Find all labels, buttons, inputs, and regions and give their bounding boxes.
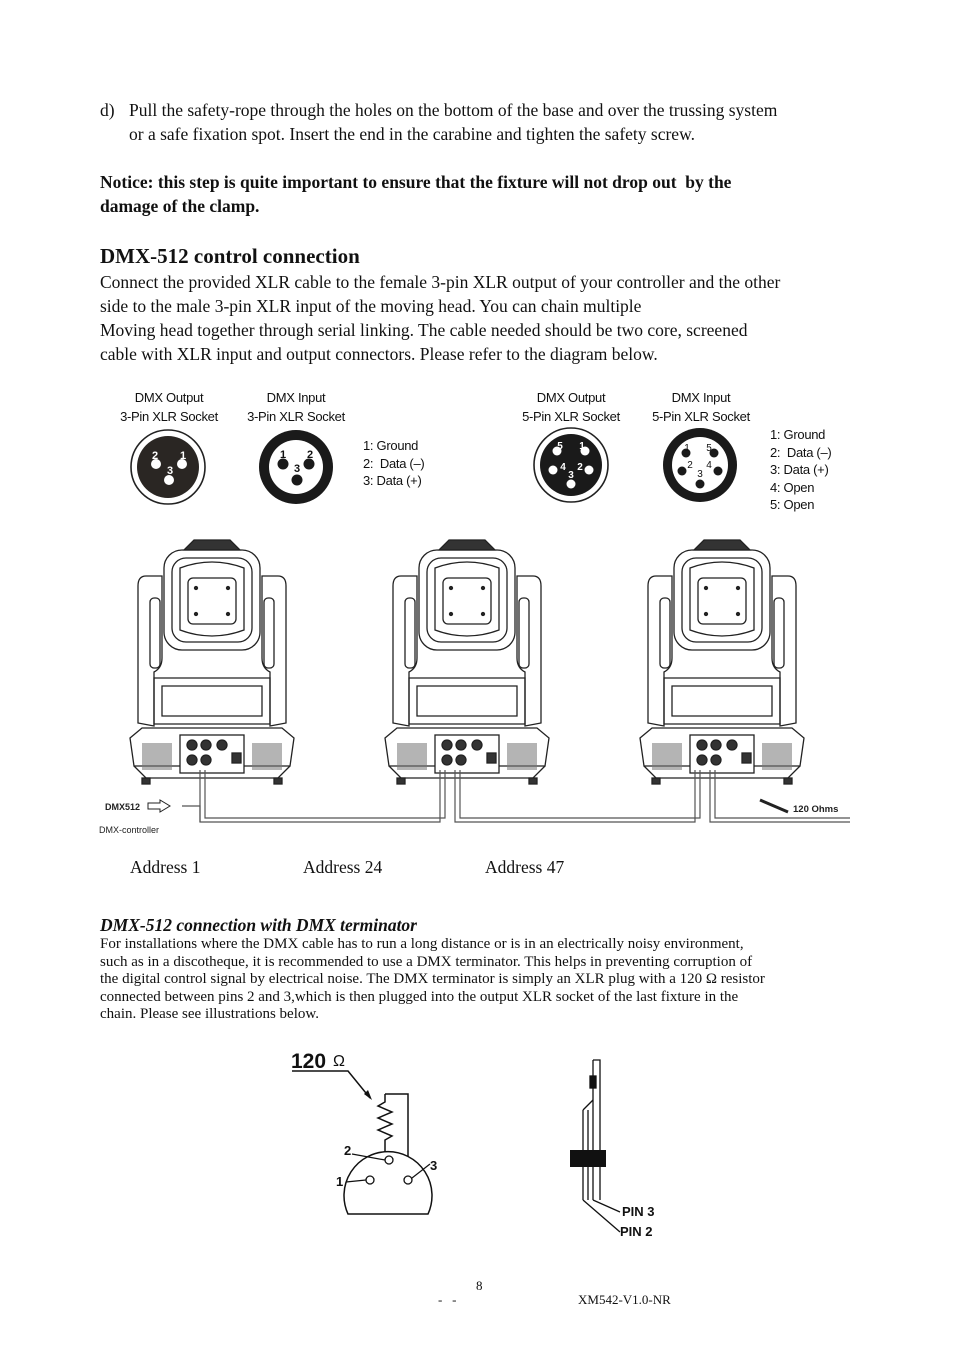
resistor-value: 120 xyxy=(291,1050,327,1073)
pin-list-item: 2: Data (–) xyxy=(770,444,832,460)
xlr-5pin-male-icon xyxy=(663,428,737,502)
notice-line1: Notice: this step is quite important to ensure that the fixture will not drop out by the xyxy=(100,172,732,192)
terminator-label: 120 Ohms xyxy=(793,804,839,815)
pin-label: 2 xyxy=(577,462,583,473)
plug-pin-label: 1 xyxy=(336,1174,344,1189)
moving-head-2 xyxy=(385,540,549,784)
connector-3-label xyxy=(520,388,622,426)
pin-list-item: 1: Ground xyxy=(363,438,419,453)
connector-3-subtitle: 5-Pin XLR Socket xyxy=(522,409,620,424)
pin-label: 5 xyxy=(557,441,563,452)
terminator-plug-icon xyxy=(760,800,788,812)
dmx-line: Moving head together through serial linking. The cable needed should be two core, screened xyxy=(100,320,748,340)
pin-label: 5 xyxy=(706,443,712,454)
address-47: Address 47 xyxy=(485,857,565,877)
ohm-symbol: Ω xyxy=(333,1053,345,1070)
connector-2-label xyxy=(245,388,347,426)
pin-list-item: 1: Ground xyxy=(770,427,826,442)
step-d-marker: d) xyxy=(100,100,115,120)
dmx-line: cable with XLR input and output connectors. Please refer to the diagram below. xyxy=(100,344,658,364)
plug-pin-label: 2 xyxy=(344,1143,352,1158)
pin-label: 4 xyxy=(560,462,566,473)
pin-label: 3 xyxy=(166,465,174,477)
connector-1-label xyxy=(118,388,220,426)
terminator-line: such as in a discotheque, it is recommended to use a DMX terminator. This helps in preventing corruption of xyxy=(100,953,753,970)
pin2-label: PIN 2 xyxy=(620,1224,653,1239)
terminator-line: the digital control signal by electrical noise. The DMX terminator is simply an XLR plug with a 120 Ω resistor xyxy=(100,971,765,988)
terminator-heading: DMX-512 connection with DMX terminator xyxy=(100,915,417,935)
connector-3-title: DMX Output xyxy=(536,390,606,405)
connector-2-title: DMX Input xyxy=(266,390,326,405)
connector-1-subtitle: 3-Pin XLR Socket xyxy=(120,409,218,424)
notice-line2: damage of the clamp. xyxy=(100,196,260,216)
pin-label: 1 xyxy=(684,443,690,454)
footer-dashes: - - xyxy=(438,1292,457,1307)
arrow-right-icon xyxy=(148,800,170,812)
step-d-line1: Pull the safety-rope through the holes on the bottom of the base and over the trussing system xyxy=(129,100,778,120)
connector-2-subtitle: 3-Pin XLR Socket xyxy=(247,409,345,424)
pin-list-item: 5: Open xyxy=(770,497,815,512)
terminator-line: For installations where the DMX cable has to run a long distance or is in an electrically noisy environment, xyxy=(100,936,744,952)
pin-list-item: 2: Data (–) xyxy=(363,455,425,471)
plug-pin-label: 3 xyxy=(430,1158,438,1173)
pin-list-item: 3: Data (+) xyxy=(770,462,829,477)
address-1: Address 1 xyxy=(130,857,201,877)
dmx-controller-label: DMX-controller xyxy=(99,825,160,835)
connector-4-subtitle: 5-Pin XLR Socket xyxy=(652,409,750,424)
dmx-line: side to the male 3-pin XLR input of the moving head. You can chain multiple xyxy=(100,296,642,316)
pin-label: 3 xyxy=(293,463,301,475)
address-24: Address 24 xyxy=(303,857,383,877)
xlr-3pin-female-icon xyxy=(131,430,205,504)
pin-list-item: 3: Data (+) xyxy=(363,473,422,488)
pin-label: 1 xyxy=(579,441,585,452)
dmx512-label: DMX512 xyxy=(105,802,141,812)
pin-label: 3 xyxy=(697,469,703,480)
dmx-heading: DMX-512 control connection xyxy=(100,244,360,268)
connector-4-title: DMX Input xyxy=(671,390,731,405)
pin-list-5pin xyxy=(770,426,831,514)
pin-label: 2 xyxy=(306,449,314,461)
doc-code: XM542-V1.0-NR xyxy=(578,1292,671,1307)
pin-list-item: 4: Open xyxy=(770,479,815,495)
xlr-5pin-female-icon xyxy=(534,428,608,502)
terminator-line: chain. Please see illustrations below. xyxy=(100,1006,319,1023)
terminator-plug-diagram xyxy=(280,1040,700,1250)
pin-label: 2 xyxy=(151,450,159,462)
page-number: 8 xyxy=(476,1278,483,1293)
pin-label: 1 xyxy=(179,450,187,462)
terminator-side-view xyxy=(570,1060,620,1232)
notice xyxy=(100,170,731,218)
pin-list-3pin xyxy=(363,437,424,490)
pin-label: 2 xyxy=(687,460,693,471)
moving-head-3 xyxy=(640,540,804,784)
connector-1-title: DMX Output xyxy=(134,390,204,405)
moving-head-1 xyxy=(130,540,294,784)
pin-label: 3 xyxy=(568,470,574,481)
step-d-line2: or a safe fixation spot. Insert the end in the carabine and tighten the safety screw. xyxy=(129,124,695,144)
terminator-paragraph xyxy=(100,936,765,1024)
pin-label: 1 xyxy=(279,449,287,461)
xlr-3pin-male-icon xyxy=(259,430,333,504)
fixture-chain-diagram xyxy=(90,530,860,840)
pin3-label: PIN 3 xyxy=(622,1204,655,1219)
pin-label: 4 xyxy=(706,460,712,471)
dmx-line: Connect the provided XLR cable to the female 3-pin XLR output of your controller and the other xyxy=(100,272,781,292)
connector-4-label xyxy=(650,388,752,426)
terminator-line: connected between pins 2 and 3,which is then plugged into the output XLR socket of the last fixture in the xyxy=(100,988,739,1005)
dmx-paragraph xyxy=(100,270,780,366)
